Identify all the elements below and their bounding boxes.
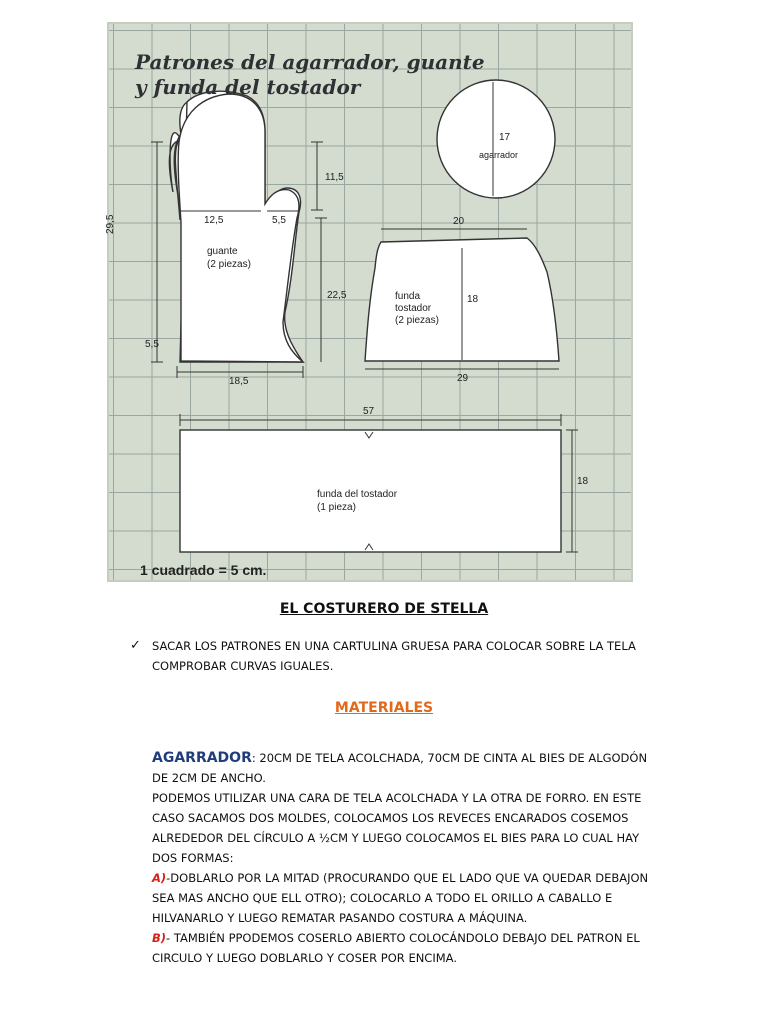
option-a (152, 868, 652, 928)
sewing-pattern-scan (107, 22, 633, 582)
dim-cover-top: 20 (453, 216, 465, 227)
label-strip: funda del tostador (317, 489, 398, 500)
option-a-label: A) (152, 871, 167, 885)
materials-heading: MATERIALES (334, 700, 434, 716)
dim-glove-top: 12,5 (204, 215, 224, 226)
dim-cover-bottom: 29 (457, 373, 469, 384)
dim-glove-body: 22,5 (327, 290, 347, 301)
dim-cover-height: 18 (467, 294, 479, 305)
paragraph-text: PODEMOS UTILIZAR UNA CARA DE TELA ACOLCHADA Y LA OTRA DE FORRO. EN ESTE CASO SACAMOS DOS MOLDES, COLOCAMOS LOS REVECES ENCARADOS COSEMOS ALREDEDOR DEL CÍRCULO A ½CM Y LUEGO COLOCAMOS EL BIES PARA LO CUAL HAY DOS FORMAS: (152, 791, 642, 865)
option-b-text: - TAMBIÉN PPODEMOS COSERLO ABIERTO COLOCÁNDOLO DEBAJO DEL PATRON EL CIRCULO Y LUEGO DOBLARLO Y COSER POR ENCIMA. (152, 931, 640, 965)
option-b (152, 928, 652, 968)
agarrador-label: AGARRADOR (152, 750, 252, 766)
dim-glove-bottom: 18,5 (229, 376, 249, 387)
pattern-title (135, 50, 485, 100)
pattern-title-line1: Patrones del agarrador, guante (135, 50, 485, 74)
agarrador-materials (152, 748, 652, 788)
label-cover-count: (2 piezas) (395, 315, 439, 326)
checkmark-icon: ✓ (130, 638, 141, 653)
bullet-line-1: SACAR LOS PATRONES EN UNA CARTULINA GRUESA PARA COLOCAR SOBRE LA TELA (152, 639, 636, 653)
pattern-title-line2: y funda del tostador (135, 75, 361, 99)
dim-strip-height: 18 (577, 476, 589, 487)
bullet-line-2: COMPROBAR CURVAS IGUALES. (152, 659, 334, 673)
dim-glove-height: 29,5 (105, 214, 116, 234)
option-a-text: -DOBLARLO POR LA MITAD (PROCURANDO QUE EL LADO QUE VA QUEDAR DEBAJON SEA MAS ANCHO QUE ELL OTRO); COLOCARLO A TODO EL ORILLO A CABALLO E HILVANARLO Y LUEGO REMATAR PASANDO COSTURA A MÁQUINA. (152, 871, 649, 925)
pattern-drawing (107, 22, 633, 582)
dim-strip-length: 57 (363, 406, 375, 417)
instruction-bullet (130, 636, 650, 676)
label-cover: funda (395, 291, 421, 302)
label-glove-count: (2 piezas) (207, 259, 251, 270)
option-b-label: B) (152, 931, 167, 945)
dim-circle: 17 (499, 132, 511, 143)
label-cover-2: tostador (395, 303, 432, 314)
site-title: EL COSTURERO DE STELLA (279, 601, 489, 617)
instructions-body (152, 748, 652, 968)
scale-note: 1 cuadrado = 5 cm. (140, 562, 267, 578)
agarrador-text: : 20CM DE TELA ACOLCHADA, 70CM DE CINTA AL BIES DE ALGODÓN DE 2CM DE ANCHO. (152, 751, 648, 785)
label-strip-count: (1 pieza) (317, 502, 356, 513)
label-circle: agarrador (479, 150, 519, 160)
label-glove: guante (207, 246, 238, 257)
dim-glove-cuff: 5,5 (145, 339, 159, 350)
dim-glove-finger: 11,5 (325, 172, 344, 183)
dim-glove-thumb: 5,5 (272, 215, 286, 226)
